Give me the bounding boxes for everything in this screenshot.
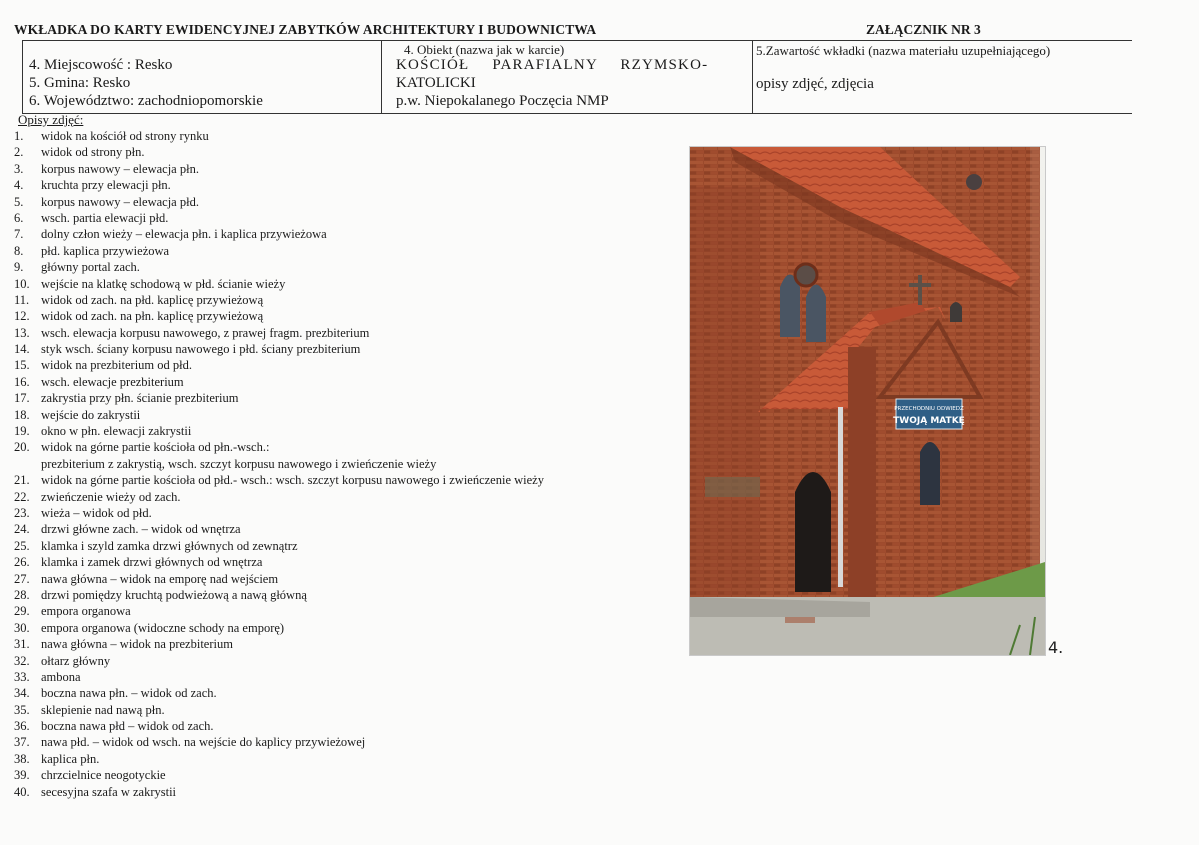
description-number: 30.: [14, 620, 30, 635]
header-table: [22, 40, 1132, 114]
description-text: boczna nawa płd – widok od zach.: [41, 719, 214, 734]
description-text: drzwi główne zach. – widok od wnętrza: [41, 522, 241, 537]
description-item: [14, 702, 544, 718]
description-item: [14, 390, 544, 406]
description-item: [14, 177, 544, 193]
church-porch-illustration: [690, 147, 1045, 655]
description-number: 24.: [14, 522, 30, 537]
description-item: [14, 571, 544, 587]
description-item: [14, 620, 544, 636]
description-item: [14, 423, 544, 439]
description-item: [14, 439, 544, 472]
description-text: płd. kaplica przywieżowa: [41, 243, 170, 258]
description-number: 13.: [14, 325, 30, 340]
description-number: 18.: [14, 407, 30, 422]
description-item: [14, 734, 544, 750]
church-photo: [689, 146, 1046, 656]
description-text: korpus nawowy – elewacja płd.: [41, 194, 199, 209]
description-number: 25.: [14, 538, 30, 553]
description-item: [14, 292, 544, 308]
description-item: [14, 144, 544, 160]
description-text: zakrystia przy płn. ścianie prezbiterium: [41, 391, 239, 406]
voivodeship-field: 6. Województwo: zachodniopomorskie: [29, 93, 263, 109]
description-number: 4.: [14, 178, 24, 193]
description-item: [14, 538, 544, 554]
description-text-continued: prezbiterium z zakrystią, wsch. szczyt korpusu nawowego i zwieńczenie wieży: [41, 456, 437, 471]
description-number: 34.: [14, 686, 30, 701]
description-text: główny portal zach.: [41, 260, 140, 275]
object-cell: [380, 41, 753, 113]
descriptions-list: [14, 128, 544, 800]
description-text: wejście na klatkę schodową w płd. ścianie wieży: [41, 276, 286, 291]
description-number: 29.: [14, 604, 30, 619]
description-number: 3.: [14, 161, 24, 176]
description-text: boczna nawa płn. – widok od zach.: [41, 686, 217, 701]
description-text: wsch. elewacja korpusu nawowego, z prawej fragm. prezbiterium: [41, 325, 370, 340]
description-text: dolny człon wieży – elewacja płn. i kaplica przywieżowa: [41, 227, 327, 242]
description-number: 21.: [14, 473, 30, 488]
description-number: 14.: [14, 342, 30, 357]
description-text: nawa główna – widok na emporę nad wejściem: [41, 571, 279, 586]
description-number: 5.: [14, 194, 24, 209]
description-text: widok na górne partie kościoła od płn.-wsch.:: [41, 440, 270, 455]
description-text: klamka i szyld zamka drzwi głównych od zewnątrz: [41, 538, 298, 553]
description-item: [14, 669, 544, 685]
attachment-label: ZAŁĄCZNIK NR 3: [866, 22, 981, 37]
contents-label: 5.Zawartość wkładki (nazwa materiału uzupełniającego): [756, 43, 1051, 58]
description-number: 1.: [14, 129, 24, 143]
description-item: [14, 210, 544, 226]
description-item: [14, 194, 544, 210]
description-text: wsch. partia elewacji płd.: [41, 210, 169, 225]
description-number: 32.: [14, 653, 30, 668]
description-number: 16.: [14, 374, 30, 389]
descriptions-heading: Opisy zdjęć:: [18, 112, 84, 127]
description-item: [14, 161, 544, 177]
description-item: [14, 505, 544, 521]
description-number: 23.: [14, 506, 30, 520]
description-number: 36.: [14, 719, 30, 734]
description-text: korpus nawowy – elewacja płn.: [41, 161, 199, 176]
description-item: [14, 276, 544, 292]
description-text: ołtarz główny: [41, 653, 111, 668]
location-cell: [22, 41, 382, 113]
description-number: 27.: [14, 571, 30, 586]
object-name-line2: KATOLICKI: [396, 75, 476, 91]
description-item: [14, 636, 544, 652]
description-item: [14, 685, 544, 701]
description-item: [14, 325, 544, 341]
description-number: 8.: [14, 243, 24, 258]
description-text: zwieńczenie wieży od zach.: [41, 489, 181, 504]
description-item: [14, 554, 544, 570]
description-item: [14, 243, 544, 259]
description-number: 6.: [14, 210, 24, 225]
description-item: [14, 341, 544, 357]
description-number: 22.: [14, 489, 30, 504]
description-item: [14, 259, 544, 275]
contents-cell: [752, 41, 1132, 113]
description-item: [14, 784, 544, 800]
description-number: 37.: [14, 735, 30, 750]
object-label: 4. Obiekt (nazwa jak w karcie): [404, 42, 565, 57]
locality-field: 4. Miejscowość : Resko: [29, 57, 173, 73]
description-text: widok od strony płn.: [41, 145, 145, 160]
description-item: [14, 407, 544, 423]
description-number: 33.: [14, 669, 30, 684]
description-number: 20.: [14, 440, 30, 455]
description-text: empora organowa (widoczne schody na emporę): [41, 620, 285, 635]
description-number: 38.: [14, 751, 30, 766]
sign-line1: PRZECHODNIU ODWIEDŹ: [894, 406, 964, 412]
description-item: [14, 472, 544, 488]
description-number: 35.: [14, 702, 30, 717]
description-text: empora organowa: [41, 604, 131, 619]
description-number: 17.: [14, 391, 30, 406]
description-text: nawa płd. – widok od wsch. na wejście do kaplicy przywieżowej: [41, 735, 366, 750]
description-item: [14, 587, 544, 603]
description-text: secesyjna szafa w zakrystii: [41, 784, 177, 799]
description-number: 10.: [14, 276, 30, 291]
description-text: widok na prezbiterium od płd.: [41, 358, 193, 373]
object-dedication: p.w. Niepokalanego Poczęcia NMP: [396, 93, 609, 109]
description-number: 26.: [14, 555, 30, 570]
description-item: [14, 603, 544, 619]
description-text: wieża – widok od płd.: [41, 506, 152, 520]
description-item: [14, 767, 544, 783]
description-number: 9.: [14, 260, 24, 275]
description-item: [14, 374, 544, 390]
description-number: 39.: [14, 768, 30, 783]
description-item: [14, 489, 544, 505]
description-text: widok na górne partie kościoła od płd.- wsch.: wsch. szczyt korpusu nawowego i zwieńczenie wieży: [41, 473, 544, 488]
description-text: widok od zach. na płn. kaplicę przywieżową: [41, 309, 264, 324]
commune-field: 5. Gmina: Resko: [29, 75, 131, 91]
description-number: 7.: [14, 227, 24, 242]
sign-line2: TWOJĄ MATKĘ: [893, 416, 965, 426]
description-item: [14, 521, 544, 537]
photo-number: 4.: [1048, 638, 1064, 657]
description-text: chrzcielnice neogotyckie: [41, 768, 166, 783]
object-name-line1: KOŚCIÓŁ PARAFIALNY RZYMSKO-: [396, 57, 709, 73]
description-number: 19.: [14, 424, 30, 439]
description-item: [14, 128, 544, 144]
description-text: klamka i zamek drzwi głównych od wnętrza: [41, 555, 263, 570]
description-item: [14, 308, 544, 324]
document-title: WKŁADKA DO KARTY EWIDENCYJNEJ ZABYTKÓW ARCHITEKTURY I BUDOWNICTWA: [14, 22, 597, 37]
contents-value: opisy zdjęć, zdjęcia: [756, 76, 874, 92]
description-text: widok od zach. na płd. kaplicę przywieżową: [41, 292, 264, 307]
description-text: widok na kościół od strony rynku: [41, 129, 209, 143]
description-text: okno w płn. elewacji zakrystii: [41, 424, 192, 439]
description-text: kruchta przy elewacji płn.: [41, 178, 171, 193]
description-number: 28.: [14, 587, 30, 602]
description-item: [14, 751, 544, 767]
description-item: [14, 226, 544, 242]
description-text: styk wsch. ściany korpusu nawowego i płd. ściany prezbiterium: [41, 342, 361, 357]
description-number: 31.: [14, 637, 30, 652]
description-text: sklepienie nad nawą płn.: [41, 702, 165, 717]
description-number: 2.: [14, 145, 24, 160]
description-text: kaplica płn.: [41, 751, 100, 766]
description-text: ambona: [41, 669, 81, 684]
description-number: 11.: [14, 292, 30, 307]
description-item: [14, 653, 544, 669]
description-text: nawa główna – widok na prezbiterium: [41, 637, 233, 652]
description-text: wsch. elewacje prezbiterium: [41, 374, 184, 389]
description-item: [14, 357, 544, 373]
description-text: wejście do zakrystii: [41, 407, 141, 422]
description-number: 40.: [14, 784, 30, 799]
description-item: [14, 718, 544, 734]
description-number: 15.: [14, 358, 30, 373]
description-text: drzwi pomiędzy kruchtą podwieżową a nawą główną: [41, 587, 307, 602]
description-number: 12.: [14, 309, 30, 324]
